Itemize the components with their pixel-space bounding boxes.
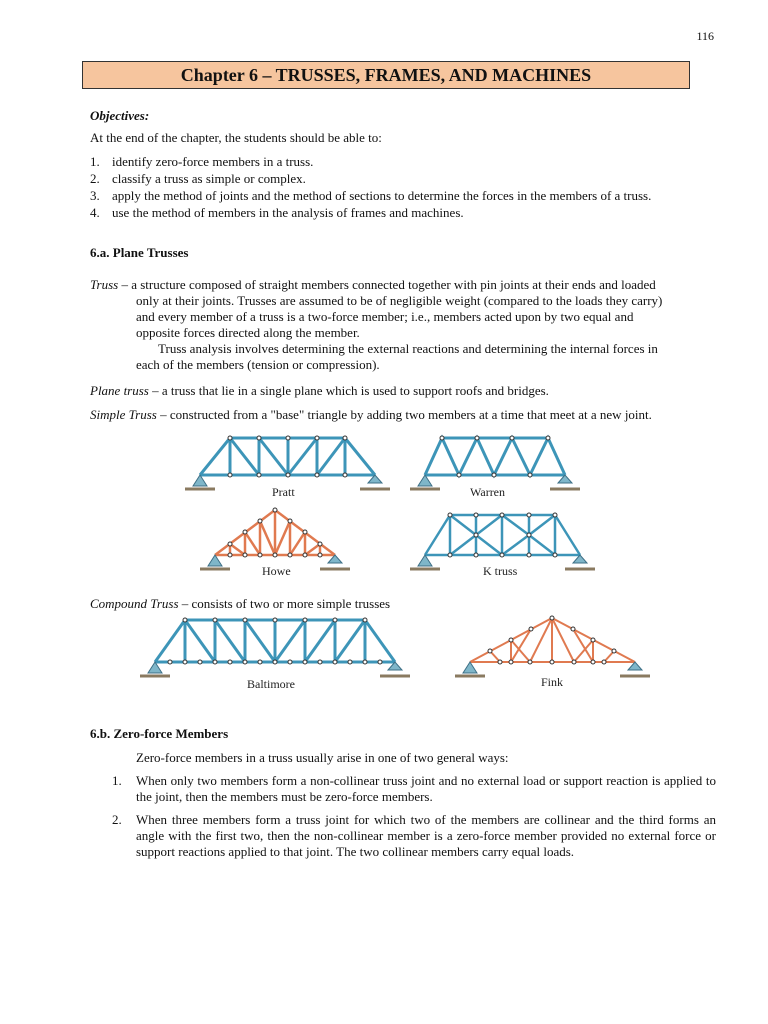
list-item <box>90 773 716 805</box>
zero-force-list <box>90 773 716 867</box>
fink-label: Fink <box>541 675 564 689</box>
section-heading-plane-trusses: 6.a. Plane Trusses <box>90 245 189 260</box>
simple-truss-figures <box>180 430 600 580</box>
baltimore-label: Baltimore <box>247 677 295 691</box>
list-item <box>90 154 710 171</box>
plane-truss-definition <box>90 383 714 399</box>
simple-truss-term: Simple Truss <box>90 407 157 422</box>
simple-truss-definition <box>90 407 714 423</box>
pratt-label: Pratt <box>272 485 295 499</box>
list-number: 4. <box>90 205 100 220</box>
zero-force-intro: Zero-force members in a truss usually arise in one of two general ways: <box>136 750 509 765</box>
list-item <box>90 188 710 205</box>
section-heading-zero-force: 6.b. Zero-force Members <box>90 726 229 741</box>
analysis-line: Truss analysis involves determining the external reactions and determining the internal forces in <box>158 341 658 356</box>
list-number: 1. <box>90 154 100 169</box>
list-text: When only two members form a non-collinear truss joint and no external load or support reaction is applied to the joint, then the members must be zero-force members. <box>136 773 716 804</box>
list-number: 2. <box>90 171 100 186</box>
howe-label: Howe <box>262 564 291 578</box>
truss-definition <box>90 277 714 373</box>
baltimore-truss-diagram <box>140 618 410 676</box>
compound-truss-term: Compound Truss <box>90 596 179 611</box>
pratt-truss-diagram <box>185 436 390 489</box>
list-number: 1. <box>112 773 122 788</box>
list-number: 3. <box>90 188 100 203</box>
objectives-list <box>90 154 710 222</box>
warren-truss-diagram <box>410 436 580 489</box>
truss-def-line: and every member of a truss is a two-force member; i.e., members acted upon by two equal and <box>136 309 634 324</box>
list-item <box>90 205 710 222</box>
page-number: 116 <box>696 29 714 43</box>
chapter-title: Chapter 6 – TRUSSES, FRAMES, AND MACHINES <box>82 61 690 89</box>
list-number: 2. <box>112 812 122 827</box>
howe-truss-diagram <box>200 508 350 569</box>
truss-def-line: opposite forces directed along the member. <box>136 325 360 340</box>
objectives-heading: Objectives: <box>90 108 150 123</box>
simple-truss-def: – constructed from a "base" triangle by adding two members at a time that meet at a new joint. <box>156 407 652 422</box>
k-truss-diagram <box>410 513 595 569</box>
list-text: identify zero-force members in a truss. <box>112 154 314 169</box>
list-item <box>90 812 716 860</box>
list-text: When three members form a truss joint for which two of the members are collinear and the third forms an angle with the first two, then the non-collinear member is a zero-force member provided no external force or support reactions applied to that joint. The two collinear members carry equal loads. <box>136 812 716 859</box>
plane-truss-term: Plane truss <box>90 383 149 398</box>
list-text: classify a truss as simple or complex. <box>112 171 306 186</box>
fink-truss-diagram <box>455 616 650 676</box>
compound-truss-figures <box>135 610 655 695</box>
list-item <box>90 171 710 188</box>
compound-truss-def: – consists of two or more simple trusses <box>178 596 391 611</box>
list-text: use the method of members in the analysis of frames and machines. <box>112 205 464 220</box>
truss-def: – a structure composed of straight members connected together with pin joints at their ends and loaded <box>118 277 656 292</box>
k-truss-label: K truss <box>483 564 518 578</box>
list-text: apply the method of joints and the method of sections to determine the forces in the members of a truss. <box>112 188 652 203</box>
analysis-line: each of the members (tension or compression). <box>136 357 380 372</box>
warren-label: Warren <box>470 485 506 499</box>
truss-term: Truss <box>90 277 119 292</box>
objectives-intro: At the end of the chapter, the students should be able to: <box>90 130 382 145</box>
truss-def-line: only at their joints. Trusses are assumed to be of negligible weight (compared to the loads they carry) <box>136 293 663 308</box>
plane-truss-def: – a truss that lie in a single plane which is used to support roofs and bridges. <box>148 383 549 398</box>
